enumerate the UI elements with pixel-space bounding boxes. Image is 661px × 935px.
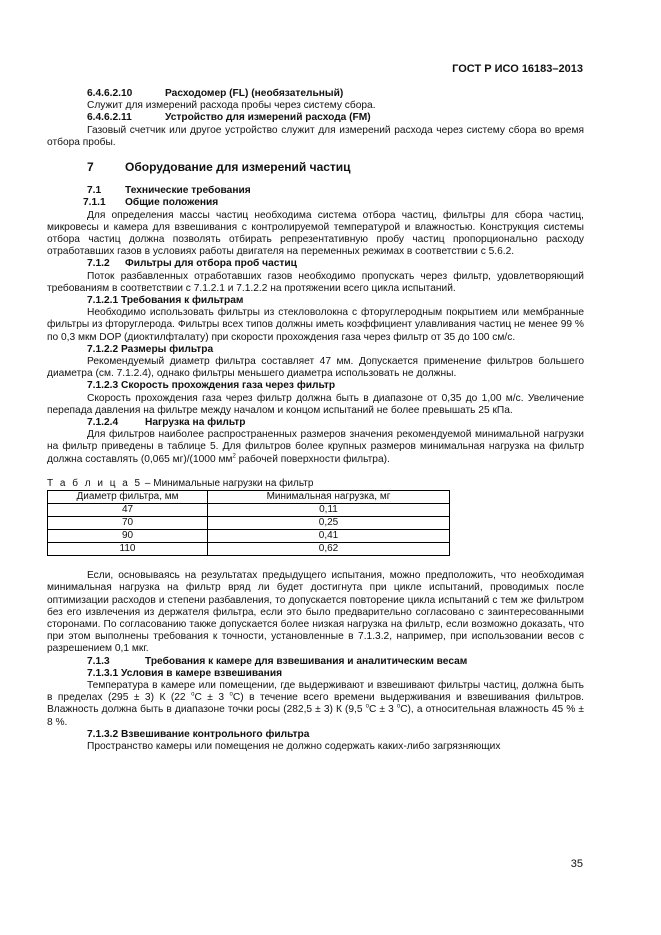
table-header-cell: Диаметр фильтра, мм [48, 491, 208, 504]
document-id-header: ГОСТ Р ИСО 16183–2013 [452, 63, 583, 75]
paragraph: Поток разбавленных отработавших газов необходимо пропускать через фильтр, удовлетворяющий требованиям в соответствии с 7.1.2.1 и 7.1.2.2 на протяжении всего цикла испытаний. [47, 270, 584, 294]
table-cell: 70 [48, 517, 208, 530]
table-cell: 0,25 [208, 517, 450, 530]
heading-number: 7.1.1 [83, 197, 106, 209]
table-row [48, 530, 450, 543]
table-row [48, 543, 450, 556]
heading-7-1-2 [47, 258, 584, 270]
text-run: Температура в камере или помещении, где выдерживают и взвешивают фильтры частиц, должна быть в пределах (295 ± 3) К (22 [47, 679, 584, 704]
heading-7-1-3 [47, 656, 584, 668]
paragraph: Служит для измерений расхода пробы через систему сбора. [87, 100, 376, 112]
heading-7-1-3-2 [47, 729, 584, 741]
heading-title: Расходомер (FL) (необязательный) [165, 88, 344, 99]
heading-number: 7 [87, 160, 94, 175]
table-caption-label: Т а б л и ц а 5 [47, 477, 143, 489]
paragraph: Рекомендуемый диаметр фильтра составляет 47 мм. Допускается применение фильтров большего диаметра (см. 7.1.2.4), однако фильтры меньшего диаметра использовать не должны. [47, 356, 584, 380]
heading-number: 7.1.3 [87, 655, 110, 667]
text-run: рабочей поверхности фильтра). [235, 453, 390, 465]
heading-6-4-6-2-10 [47, 88, 584, 100]
heading-number: 7.1 [87, 185, 102, 197]
superscript: 2 [232, 453, 236, 460]
heading-7-1-1 [47, 197, 584, 209]
heading-number: 7.1.2.2 [87, 343, 119, 355]
degree-superscript: o [365, 703, 369, 710]
table-cell: 110 [48, 543, 208, 556]
heading-6-4-6-2-11 [47, 112, 584, 124]
heading-7-1-2-4 [47, 417, 584, 429]
heading-number: 7.1.2.3 [87, 380, 119, 392]
paragraph: Для определения массы частиц необходима система отбора частиц, фильтры для сбора частиц, микровесы и камера для взвешивания с контролируемой температурой и влажностью. Конструкция системы отбора частиц должна позволять отбирать репрезентативную пробу частиц пропорционально расходу отработавших газов в условиях работы двигателя на переменных режимах в соответствии с 5.6.2. [47, 209, 584, 258]
table-header-row [48, 491, 450, 504]
paragraph [47, 680, 584, 729]
table-cell: 47 [48, 504, 208, 517]
table-row [48, 517, 450, 530]
text-run: С ± 3 [368, 704, 397, 716]
page-number: 35 [570, 858, 583, 870]
table-cell: 0,62 [208, 543, 450, 556]
table-header-cell: Минимальная нагрузка, мг [208, 491, 450, 504]
heading-title: Взвешивание контрольного фильтра [121, 728, 310, 740]
heading-title: Размеры фильтра [121, 343, 214, 355]
heading-7-1-2-3 [47, 380, 584, 392]
degree-superscript: o [396, 703, 401, 710]
text-run: С) в течение всего времени выдерживания и взвешивания фильтров. Влажность должна быть в диапазоне точки росы (282,5 ± 3) К (9,5 [47, 692, 584, 716]
heading-number: 7.1.3.1 [87, 667, 119, 679]
heading-7-1 [47, 185, 584, 197]
page-content [47, 88, 584, 753]
paragraph [47, 429, 584, 466]
heading-number: 7.1.3.2 [87, 728, 119, 740]
table-row [48, 504, 450, 517]
heading-number: 7.1.2.1 [87, 295, 119, 307]
heading-title: Технические требования [125, 185, 251, 197]
heading-number: 6.4.6.2.11 [87, 112, 132, 124]
table-5 [47, 490, 450, 556]
heading-title: Устройство для измерений расхода (FM) [165, 112, 371, 124]
heading-number: 6.4.6.2.10 [87, 88, 133, 99]
table-cell: 90 [48, 530, 208, 543]
heading-title: Требования к камере для взвешивания и аналитическим весам [145, 655, 468, 667]
heading-title: Требования к фильтрам [121, 295, 244, 307]
text-run: С), а относительная влажность 45 % ± 8 %. [47, 704, 584, 728]
table-caption-text: – Минимальные нагрузки на фильтр [142, 477, 314, 489]
text-run: С ± 3 [194, 692, 230, 704]
heading-number: 7.1.2.4 [87, 417, 119, 429]
paragraph: Необходимо использовать фильтры из стекловолокна с фторуглеродным покрытием или мембранные фильтры из фторуглерода. Фильтры всех типов должны иметь коэффициент улавливания частиц не менее 99 % по 0,3 мкм DOP (диоктилфталату) при скорости прохождения газа через фильтр от 35 до 100 см/с. [47, 307, 584, 343]
paragraph: Газовый счетчик или другое устройство служит для измерений расхода через систему сбора во время отбора пробы. [47, 124, 584, 148]
degree-superscript: o [229, 691, 233, 698]
paragraph: Если, основываясь на результатах предыдущего испытания, можно предположить, что необходимая минимальная нагрузка на фильтр вряд ли будет достигнута при цикле испытаний, проводимых после оптимизации расходов и степени разбавления, то допускается повторение цикла испытаний с тем же фильтром без его извлечения из держателя фильтра, если это было предварительно согласовано с заинтересованными сторонами. По согласованию также допускается более низкая нагрузка на фильтр, если возможно доказать, что при этом выполнены требования к точности, установленные в 7.1.3.2, например, при использовании весов с разрешением 0,1 мкг. [47, 570, 584, 655]
table-caption [47, 478, 584, 490]
table-cell: 0,41 [208, 530, 450, 543]
heading-7-1-2-1 [47, 295, 584, 307]
heading-title: Фильтры для отбора проб частиц [125, 258, 297, 270]
table-cell: 0,11 [208, 504, 450, 517]
degree-superscript: o [191, 691, 195, 698]
text-run: Для фильтров наиболее распространенных размеров значения рекомендуемой минимальной нагрузки на фильтр приведены в таблице 5. Для фильтров более крупных размеров минимальная нагрузка на фильтр должна составлять (0,065 мг)/(1000 мм [47, 429, 584, 465]
paragraph: Скорость прохождения газа через фильтр должна быть в диапазоне от 0,35 до 1,00 м/с. Увеличение перепада давления на фильтре между началом и концом испытаний не более превышать 25 кПа. [47, 392, 584, 416]
section-heading-7 [47, 161, 584, 173]
paragraph: Пространство камеры или помещения не должно содержать каких-либо загрязняющих [87, 740, 501, 752]
heading-title: Условия в камере взвешивания [121, 667, 283, 679]
heading-title: Оборудование для измерений частиц [125, 160, 351, 175]
heading-7-1-2-2 [47, 344, 584, 356]
heading-title: Общие положения [125, 197, 219, 209]
heading-number: 7.1.2 [87, 258, 110, 270]
heading-title: Скорость прохождения газа через фильтр [121, 380, 336, 392]
heading-7-1-3-1 [47, 668, 584, 680]
heading-title: Нагрузка на фильтр [145, 417, 246, 429]
